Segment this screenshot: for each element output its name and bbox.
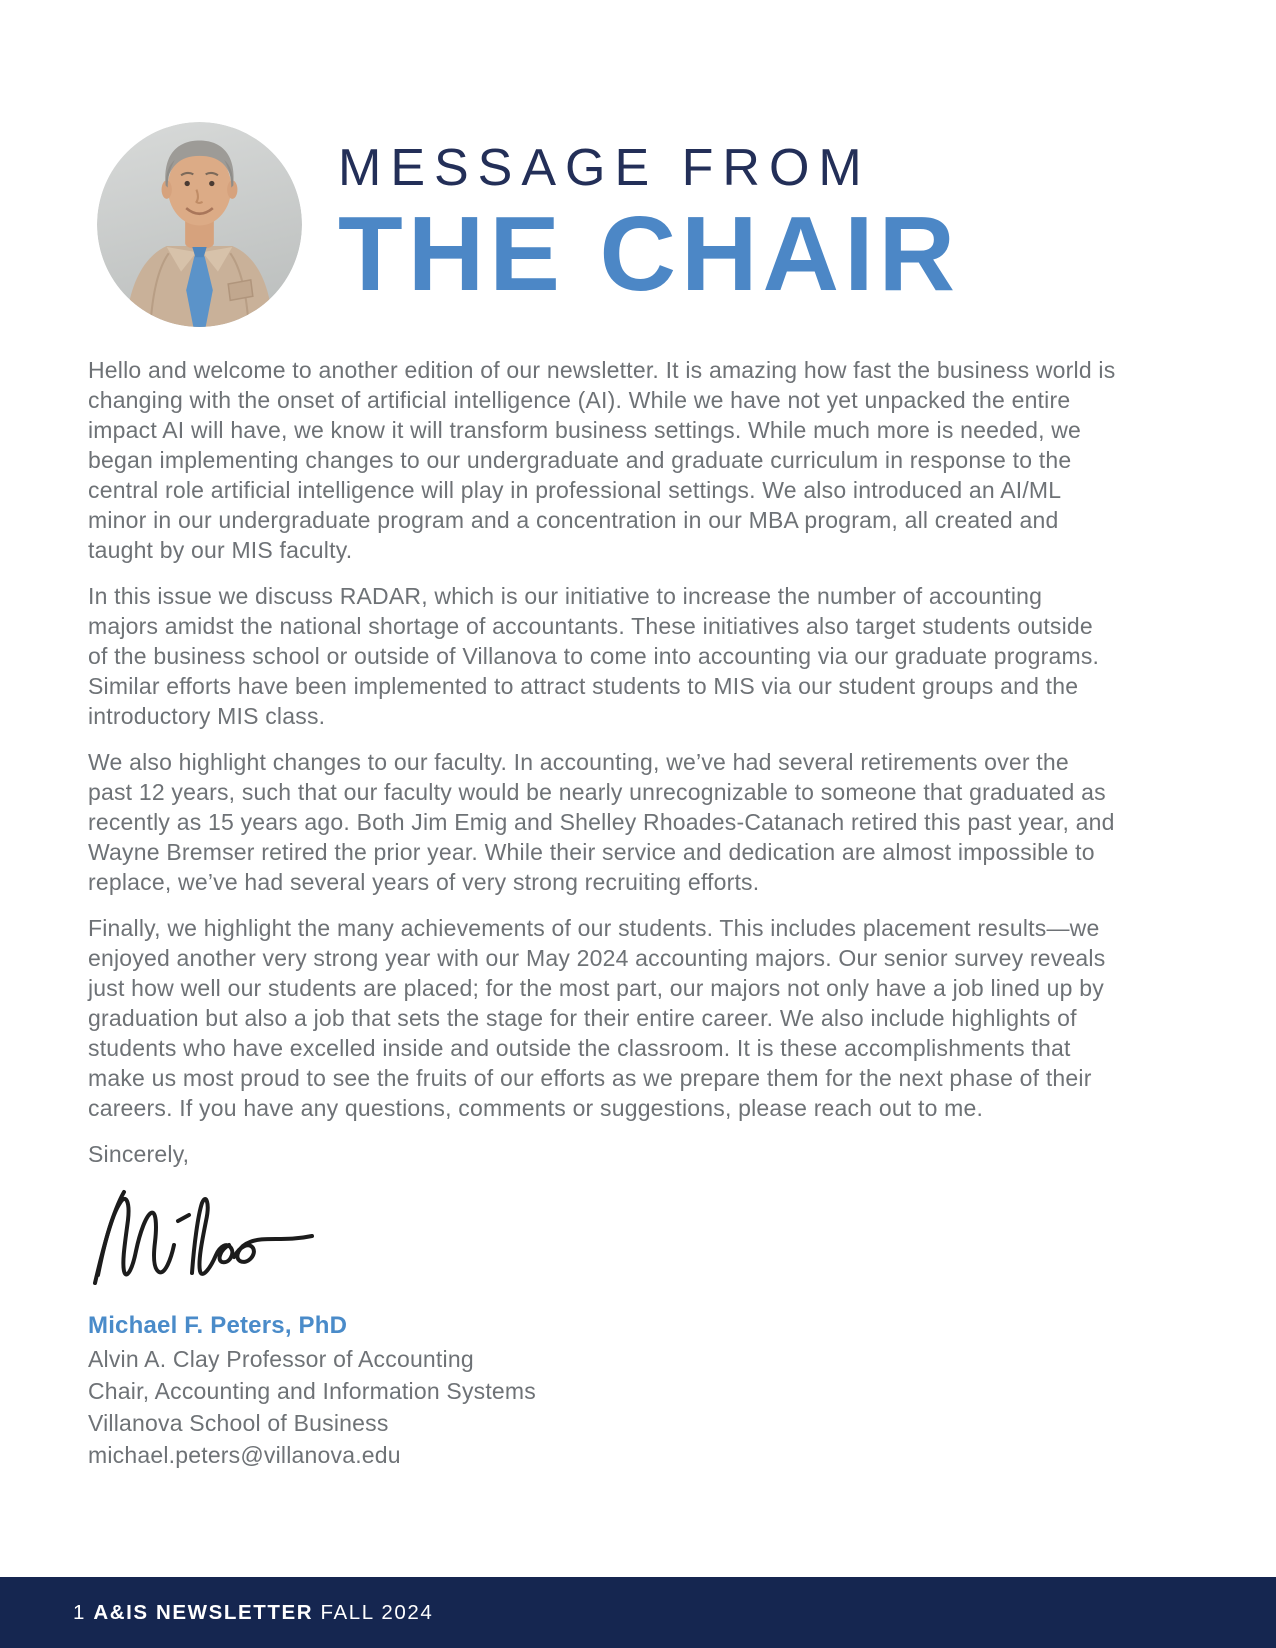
- closing-salutation: Sincerely,: [88, 1141, 190, 1167]
- page-title-line2: THE CHAIR: [338, 195, 961, 313]
- signoff-email-link[interactable]: michael.peters@villanova.edu: [88, 1442, 401, 1468]
- headshot-illustration: [97, 122, 302, 327]
- footer-issue: FALL 2024: [320, 1600, 434, 1624]
- signoff-title-chair: Chair, Accounting and Information Systems: [88, 1378, 536, 1404]
- body-paragraph-4: Finally, we highlight the many achievements of our students. This includes placement results—we enjoyed another very strong year with our May 2024 accounting majors. Our senior survey reveals just how well our students are placed; for the most part, our majors not only have a job lined up by graduation but also a job that sets the stage for their entire career. We also include highlights of students who have excelled inside and outside the classroom. It is these accomplishments that make us most proud to see the fruits of our efforts as we prepare them for the next phase of their careers. If you have any questions, comments or suggestions, please reach out to me.: [88, 915, 1106, 1121]
- signoff-block: [88, 1309, 1118, 1471]
- signoff-name: Michael F. Peters, PhD: [88, 1312, 348, 1339]
- body-paragraph-2: In this issue we discuss RADAR, which is our initiative to increase the number of accounting majors amidst the national shortage of accountants. These initiatives also target students outside of the business school or outside of Villanova to come into accounting via our graduate programs. Similar efforts have been implemented to attract students to MIS via our student groups and the introductory MIS class.: [88, 583, 1100, 729]
- page-title-line1: MESSAGE FROM: [338, 139, 871, 197]
- body-paragraph-1: Hello and welcome to another edition of our newsletter. It is amazing how fast the business world is changing with the onset of artificial intelligence (AI). While we have not yet unpacked the entire impact AI will have, we know it will transform business settings. While much more is needed, we began implementing changes to our undergraduate and graduate curriculum in response to the central role artificial intelligence will play in professional settings. We also introduced an AI/ML minor in our undergraduate program and a concentration in our MBA program, all created and taught by our MIS faculty.: [88, 357, 1116, 563]
- chair-headshot-photo: [97, 122, 302, 327]
- page-title: [338, 122, 961, 313]
- handwritten-signature: [88, 1187, 318, 1287]
- signoff-title-professor: Alvin A. Clay Professor of Accounting: [88, 1346, 474, 1372]
- footer-page-number: 1: [73, 1600, 87, 1624]
- signoff-school: Villanova School of Business: [88, 1410, 389, 1436]
- body-paragraph-3: We also highlight changes to our faculty. In accounting, we’ve had several retirements over the past 12 years, such that our faculty would be nearly unrecognizable to someone that graduated as recently as 15 years ago. Both Jim Emig and Shelley Rhoades-Catanach retired this past year, and Wayne Bremser retired the prior year. While their service and dedication are almost impossible to replace, we’ve had several years of very strong recruiting efforts.: [88, 749, 1115, 895]
- message-body: [88, 355, 1118, 1471]
- page-header: [97, 122, 960, 327]
- page-footer: [0, 1577, 1276, 1648]
- footer-newsletter-name: A&IS NEWSLETTER: [93, 1600, 314, 1624]
